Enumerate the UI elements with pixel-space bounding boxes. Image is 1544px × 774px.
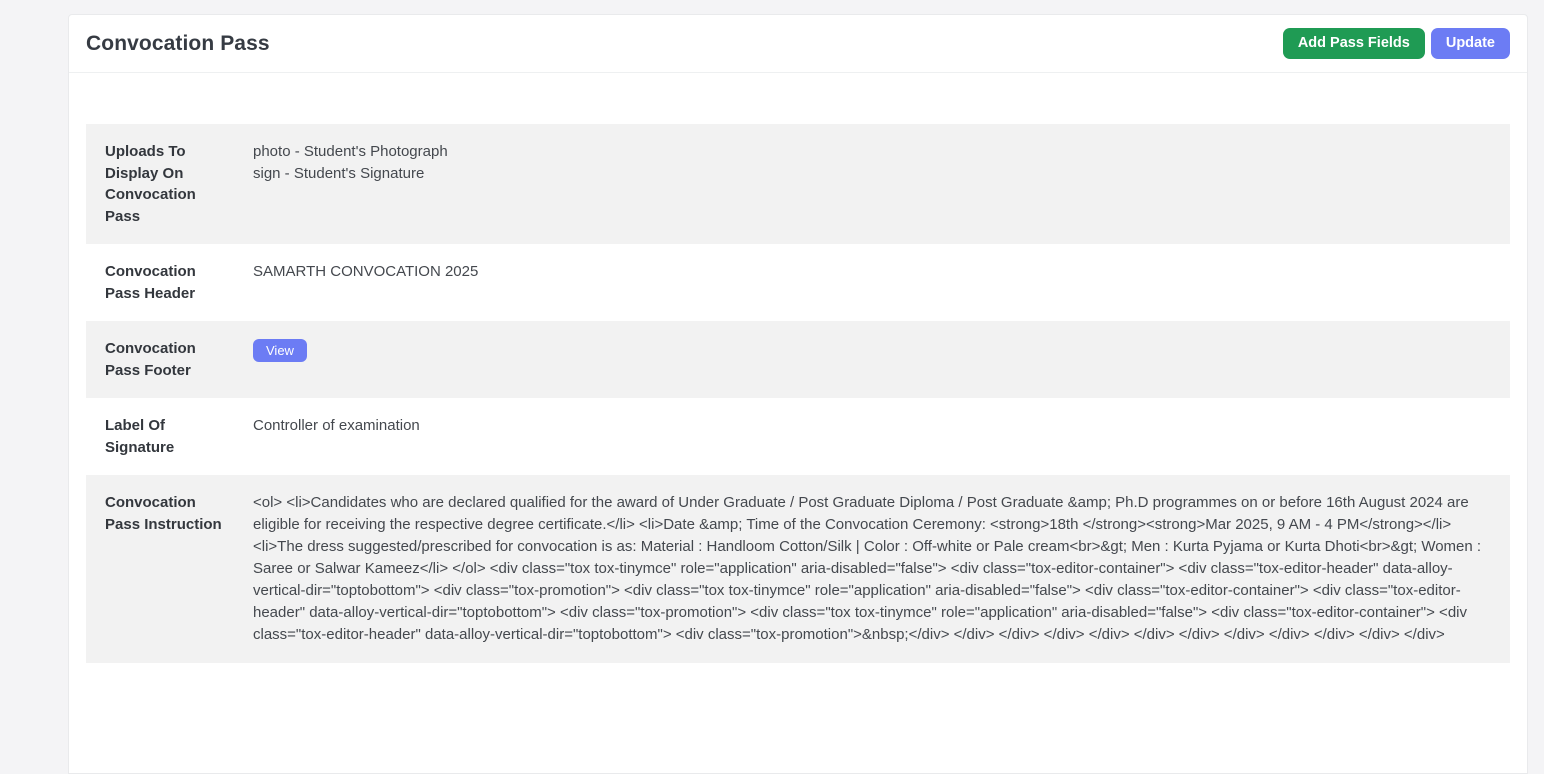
- add-pass-fields-button[interactable]: Add Pass Fields: [1283, 28, 1425, 59]
- row-value-signature: Controller of examination: [253, 417, 420, 434]
- row-label-pass-header: Convocation Pass Header: [105, 263, 196, 302]
- table-row-instruction: [86, 475, 1510, 663]
- update-button[interactable]: Update: [1431, 28, 1510, 59]
- pass-detail-table: [86, 124, 1510, 663]
- row-label-instruction: Convocation Pass Instruction: [105, 494, 222, 533]
- table-row-signature-label: [86, 398, 1510, 475]
- row-value-pass-footer: [234, 321, 1510, 398]
- table-row-uploads: [86, 124, 1510, 244]
- upload-item-photo: photo - Student's Photograph: [253, 143, 448, 160]
- header-actions: [1283, 28, 1510, 59]
- convocation-pass-card: [68, 14, 1528, 774]
- upload-item-sign: sign - Student's Signature: [253, 165, 425, 182]
- card-body: [69, 73, 1527, 663]
- row-label-pass-footer: Convocation Pass Footer: [105, 340, 196, 379]
- page-title: Convocation Pass: [86, 31, 270, 55]
- row-value-uploads: [234, 124, 1510, 244]
- view-footer-button[interactable]: View: [253, 339, 307, 362]
- row-label-uploads: Uploads To Display On Convocation Pass: [105, 143, 196, 225]
- row-value-pass-header: SAMARTH CONVOCATION 2025: [253, 263, 479, 280]
- card-header: [69, 15, 1527, 73]
- table-row-pass-header: [86, 244, 1510, 321]
- row-label-signature: Label Of Signature: [105, 417, 175, 456]
- table-row-pass-footer: [86, 321, 1510, 398]
- row-value-instruction: <ol> <li>Candidates who are declared qualified for the award of Under Graduate / Post Graduate Diploma / Post Graduate &amp; Ph.D programmes on or before 16th August 2024 are eligible for receiving the respective degree certificate.</li> <li>Date &amp; Time of the Convocation Ceremony: <strong>18th </strong><strong>Mar 2025, 9 AM - 4 PM</strong></li> <li>The dress suggested/prescribed for convocation is as: Material : Handloom Cotton/Silk | Color : Off-white or Pale cream<br>&gt; Men : Kurta Pyjama or Kurta Dhoti<br>&gt; Women : Saree or Salwar Kameez</li> </ol> <div class="tox tox-tinymce" role="application" aria-disabled="false"> <div class="tox-editor-container"> <div class="tox-editor-header" data-alloy-vertical-dir="toptobottom"> <div class="tox-promotion"> <div class="tox tox-tinymce" role="application" aria-disabled="false"> <div class="tox-editor-container"> <div class="tox-editor-header" data-alloy-vertical-dir="toptobottom"> <div class="tox-promotion"> <div class="tox tox-tinymce" role="application" aria-disabled="false"> <div class="tox-editor-container"> <div class="tox-editor-header" data-alloy-vertical-dir="toptobottom"> <div class="tox-promotion">&nbsp;</div> </div> </div> </div> </div> </div> </div> </div> </div> </div> </div> </div>: [253, 494, 1482, 643]
